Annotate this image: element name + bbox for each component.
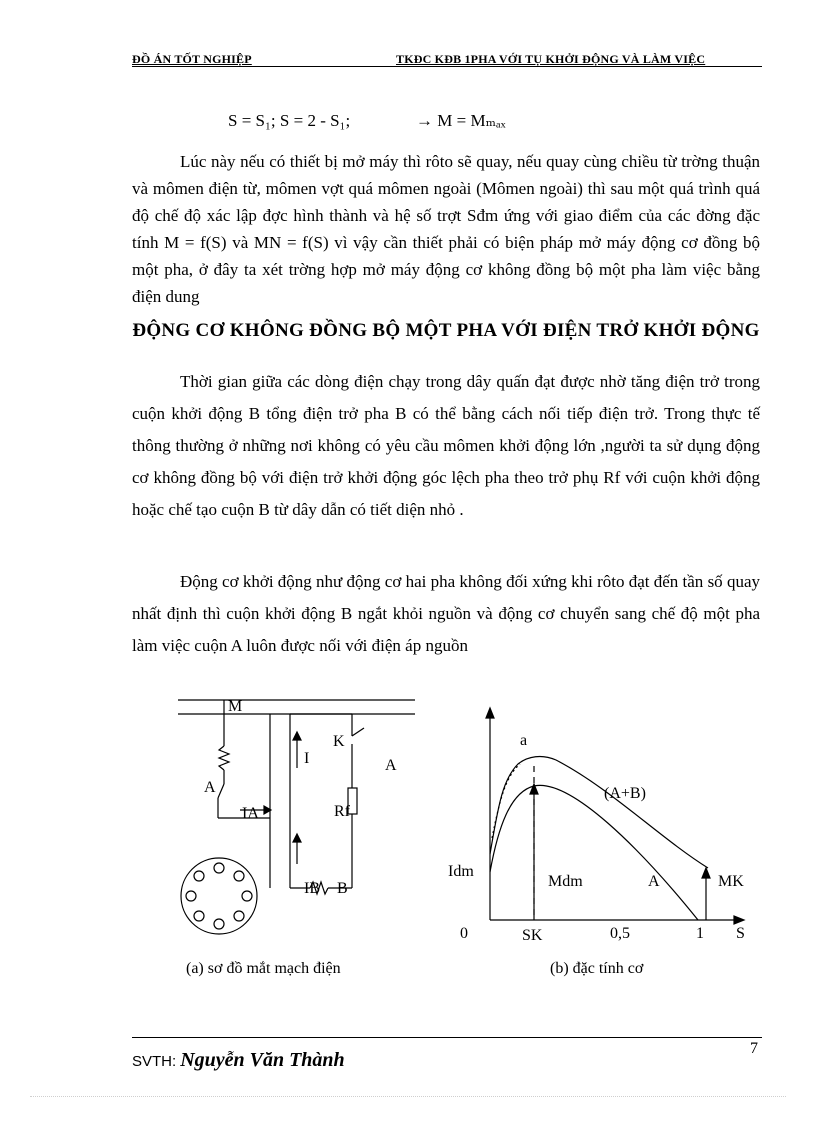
caption-b: (b) đặc tính cơ: [550, 960, 644, 977]
switch-k: [352, 728, 364, 736]
label-a-left: A: [204, 779, 216, 796]
page-number: 7: [750, 1040, 758, 1057]
label-point-a: a: [520, 732, 528, 749]
curve-a: [490, 785, 698, 920]
label-k: K: [333, 733, 345, 750]
arrow-mk: [702, 868, 710, 878]
author-name: Nguyễn Văn Thành: [180, 1049, 345, 1071]
header-rule: [132, 66, 762, 67]
label-rf: Rf: [334, 803, 350, 820]
axis-label-s: S: [736, 925, 745, 942]
paragraph-1: Lúc này nếu có thiết bị mở máy thì rôto sẽ quay, nếu quay cùng chiều từ trờng thuận và mômen điện từ, mômen vợt quá mômen ngoài (Mômen ngoài) thì sau một quá trình quá độ chế độ xác lập đợc hình thành và hệ số trợt Sđm ứng với giao điểm của các đờng đặc tính M = f(S) và MN = f(S) vì vậy cần thiết phải có biện pháp mở máy động cơ đồng bộ một pha, ở đây ta xét trờng hợp mở máy động cơ không đồng bộ một pha làm việc bằng điện dung: [132, 152, 760, 306]
section-title: ĐỘNG CƠ KHÔNG ĐỒNG BỘ MỘT PHA VỚI ĐIỆN TRỞ KHỞI ĐỘNG: [132, 320, 760, 341]
footer-rule: [132, 1037, 762, 1038]
tick-half: 0,5: [610, 925, 630, 942]
coil-a: [219, 746, 229, 770]
header-right: TKĐC KĐB 1PHA VỚI TỤ KHỞI ĐỘNG VÀ LÀM VIỆC: [396, 52, 706, 66]
label-ib: IB: [304, 880, 320, 897]
x-axis-arrow: [734, 916, 744, 924]
tick-zero: 0: [460, 925, 468, 942]
label-ia: IA: [242, 805, 259, 822]
rotor-circle: [181, 858, 257, 934]
label-b: B: [337, 880, 348, 897]
formula-line: [228, 111, 506, 131]
label-mk: MK: [718, 873, 744, 890]
tick-sk: SK: [522, 927, 543, 944]
label-a-plus-b: (A+B): [604, 785, 646, 802]
formula-left: S = S₁; S = 2 - S₁;: [228, 111, 351, 130]
curve-dotted: [492, 764, 520, 838]
formula-right: → M = Mₘₐₓ: [416, 111, 506, 130]
label-i: I: [304, 750, 310, 767]
page-bottom-border: [30, 1096, 786, 1097]
label-curve-a: A: [648, 873, 660, 890]
label-m: M: [228, 698, 243, 715]
rotor: [181, 858, 257, 934]
curve-ab: [490, 757, 708, 868]
label-mdm: Mdm: [548, 873, 583, 890]
tick-one: 1: [696, 925, 704, 942]
circuit-diagram: [178, 700, 415, 894]
label-a-right: A: [385, 757, 397, 774]
paragraph-3: Động cơ khởi động như động cơ hai pha không đối xứng khi rôto đạt đến tần số quay nhất định thì cuộn khởi động B ngắt khỏi nguồn và động cơ chuyển sang chế độ một pha làm việc cuộn A luôn được nối với điện áp nguồn: [132, 572, 760, 655]
header-left: ĐỒ ÁN TỐT NGHIỆP: [132, 52, 252, 66]
footer: [132, 1049, 345, 1072]
y-axis-arrow: [486, 708, 494, 718]
figure-diagrams: [170, 688, 790, 948]
paragraph-2: Thời gian giữa các dòng điện chạy trong dây quấn đạt được nhờ tăng điện trở trong cuộn khởi động B tổng điện trở pha B có thể bằng cách nối tiếp điện trở. Trong thực tế thông thường ở những nơi không có yêu cầu mômen khởi động lớn ,người ta sử dụng động cơ không đồng bộ với điện trở khởi động góc lệch pha theo trở phụ Rf với cuộn khởi động hoặc chế tạo cuộn B từ dây dẫn có tiết diện nhỏ .: [132, 372, 760, 519]
footer-label: SVTH:: [132, 1053, 177, 1070]
caption-a: (a) sơ đồ mắt mạch điện: [186, 960, 341, 977]
label-idm: Idm: [448, 863, 474, 880]
